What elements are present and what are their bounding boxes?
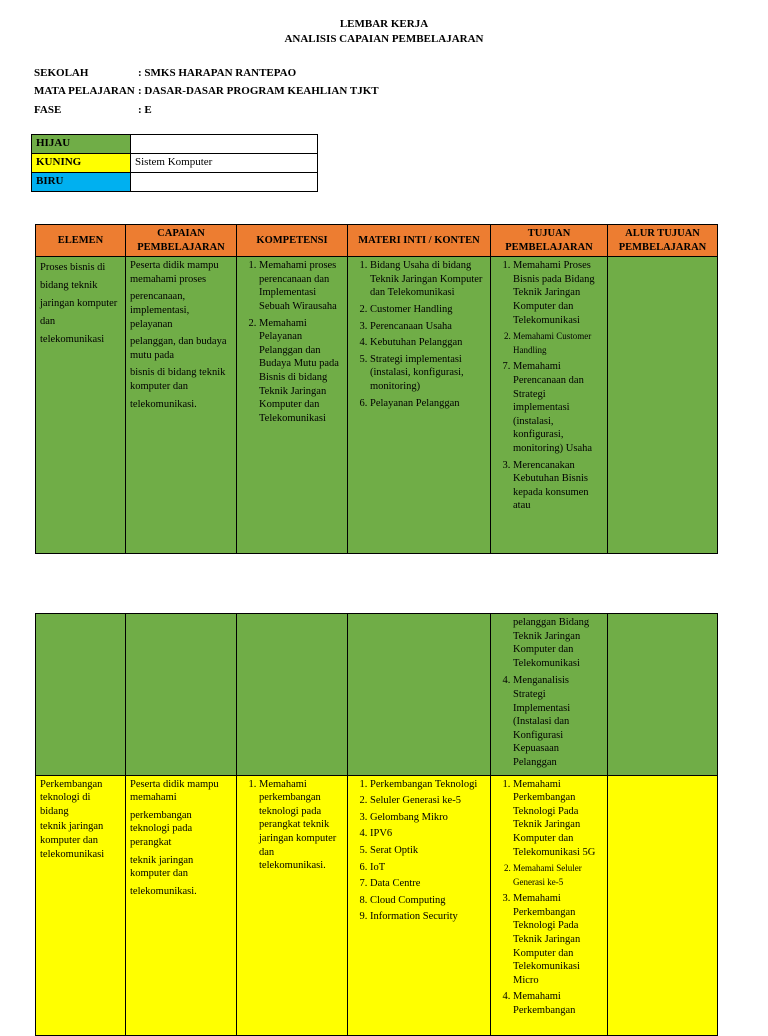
yellow-materi — [348, 775, 491, 1035]
school-value: : SMKS HARAPAN RANTEPAO — [138, 67, 297, 79]
list-item: 1. Memahami proses perencanaan dan Implementasi Sebuah Wirausaha — [259, 259, 343, 313]
legend-row-hijau — [32, 135, 318, 154]
list-item: 3. Perencanaan Usaha — [370, 320, 486, 334]
list-item: 1. Memahami perkembangan teknologi pada perangkat teknik jaringan komputer dan telekomunikasi. — [259, 778, 343, 873]
list-item: 2. Seluler Generasi ke-5 — [370, 794, 486, 808]
info-phase — [34, 104, 152, 116]
list-item: 4. IPV6 — [370, 827, 486, 841]
green-elemen-cont — [36, 614, 126, 776]
list-item: 4. Memahami Perkembangan — [513, 990, 603, 1017]
list-item: 5. Serat Optik — [370, 844, 486, 858]
list-item: 6. Pelayanan Pelanggan — [370, 397, 486, 411]
green-capaian-cont — [126, 614, 237, 776]
legend-label-biru: BIRU — [32, 173, 131, 192]
green-capaian: Peserta didik mampu memahami proses perencanaan, implementasi, pelayanan pelanggan, dan budaya mutu pada bisnis di bidang teknik komputer dan telekomunikasi. — [126, 257, 237, 554]
legend-label-hijau: HIJAU — [32, 135, 131, 154]
header-tujuan: TUJUAN PEMBELAJARAN — [491, 225, 608, 257]
green-materi-list — [352, 259, 486, 410]
list-item: 3. Memahami Perkembangan Teknologi Pada Teknik Jaringan Komputer dan Telekomunikasi Micro — [513, 892, 603, 987]
list-item: 9. Information Security — [370, 910, 486, 924]
list-item: 1. Bidang Usaha di bidang Teknik Jaringan Komputer dan Telekomunikasi — [370, 259, 486, 300]
green-materi — [348, 257, 491, 554]
green-alur — [608, 257, 718, 554]
list-item: 2. Memahami Pelayanan Pelanggan dan Budaya Mutu pada Bisnis di bidang Teknik Jaringan Komputer dan Telekomunikasi — [259, 317, 343, 426]
school-label: SEKOLAH — [34, 67, 89, 79]
green-alur-cont — [608, 614, 718, 776]
subject-label: MATA PELAJARAN — [34, 85, 135, 97]
list-item: 2. Memahami Seluler Generasi ke-5 — [513, 862, 603, 889]
list-item: 8. Cloud Computing — [370, 894, 486, 908]
header-elemen: ELEMEN — [36, 225, 126, 257]
green-tujuan-cont: pelanggan Bidang Teknik Jaringan Komputer dan Telekomunikasi 4. Menganalisis Strategi Implementasi (Instalasi dan Konfigurasi Kepuasaan Pelanggan — [491, 614, 608, 776]
legend-value-kuning: Sistem Komputer — [131, 154, 318, 173]
list-item: 2. Memahami Customer Handling — [513, 330, 603, 357]
color-legend — [31, 134, 318, 192]
legend-value-hijau — [131, 135, 318, 154]
header-alur: ALUR TUJUAN PEMBELAJARAN — [608, 225, 718, 257]
table-row-green-continued — [36, 614, 718, 776]
list-item: 7. Data Centre — [370, 877, 486, 891]
analysis-table-page-1 — [35, 224, 718, 554]
analysis-table-page-2 — [35, 613, 718, 1036]
list-item: 1. Memahami Perkembangan Teknologi Pada Teknik Jaringan Komputer dan Telekomunikasi 5G — [513, 778, 603, 860]
green-kompetensi-cont — [237, 614, 348, 776]
header-kompetensi: KOMPETENSI — [237, 225, 348, 257]
list-item: 1. Perkembangan Teknologi — [370, 778, 486, 792]
list-item: 7. Memahami Perencanaan dan Strategi implementasi (instalasi, konfigurasi, monitoring) Usaha — [513, 360, 603, 455]
green-tujuan — [491, 257, 608, 554]
document-title: LEMBAR KERJA — [339, 18, 429, 30]
info-subject — [34, 85, 379, 97]
green-tujuan-list — [495, 259, 603, 513]
table-header-row — [36, 225, 718, 257]
green-kompetensi — [237, 257, 348, 554]
yellow-alur — [608, 775, 718, 1035]
yellow-materi-list — [352, 778, 486, 924]
list-item: 3. Gelombang Mikro — [370, 811, 486, 825]
legend-label-kuning: KUNING — [32, 154, 131, 173]
green-materi-cont — [348, 614, 491, 776]
yellow-tujuan — [491, 775, 608, 1035]
subject-value: : DASAR-DASAR PROGRAM KEAHLIAN TJKT — [138, 85, 379, 97]
legend-row-biru — [32, 173, 318, 192]
yellow-tujuan-list — [495, 778, 603, 1018]
list-item: 2. Customer Handling — [370, 303, 486, 317]
list-item: 4. Kebutuhan Pelanggan — [370, 336, 486, 350]
header-materi: MATERI INTI / KONTEN — [348, 225, 491, 257]
yellow-capaian: Peserta didik mampu memahami perkembangan teknologi pada perangkat teknik jaringan komputer dan telekomunikasi. — [126, 775, 237, 1035]
table-row-yellow — [36, 775, 718, 1035]
phase-value: : E — [138, 104, 152, 116]
list-item: 4. Menganalisis Strategi Implementasi (Instalasi dan Konfigurasi Kepuasaan Pelanggan — [513, 674, 603, 769]
legend-value-biru — [131, 173, 318, 192]
legend-row-kuning — [32, 154, 318, 173]
info-school — [34, 67, 296, 79]
green-kompetensi-list — [241, 259, 343, 425]
header-capaian: CAPAIAN PEMBELAJARAN — [126, 225, 237, 257]
yellow-elemen: Perkembangan teknologi di bidang teknik jaringan komputer dan telekomunikasi — [36, 775, 126, 1035]
list-item: 1. Memahami Proses Bisnis pada Bidang Teknik Jaringan Komputer dan Telekomunikasi — [513, 259, 603, 327]
list-item: 3. Merencanakan Kebutuhan Bisnis kepada konsumen atau — [513, 459, 603, 513]
yellow-kompetensi — [237, 775, 348, 1035]
table-row-green — [36, 257, 718, 554]
document-subtitle: ANALISIS CAPAIAN PEMBELAJARAN — [284, 33, 484, 45]
list-item: 6. IoT — [370, 861, 486, 875]
green-elemen: Proses bisnis di bidang teknik jaringan komputer dan telekomunikasi — [36, 257, 126, 554]
list-item: 5. Strategi implementasi (instalasi, konfigurasi, monitoring) — [370, 353, 486, 394]
phase-label: FASE — [34, 104, 62, 116]
green-tujuan-list-cont — [495, 674, 603, 769]
yellow-kompetensi-list — [241, 778, 343, 873]
